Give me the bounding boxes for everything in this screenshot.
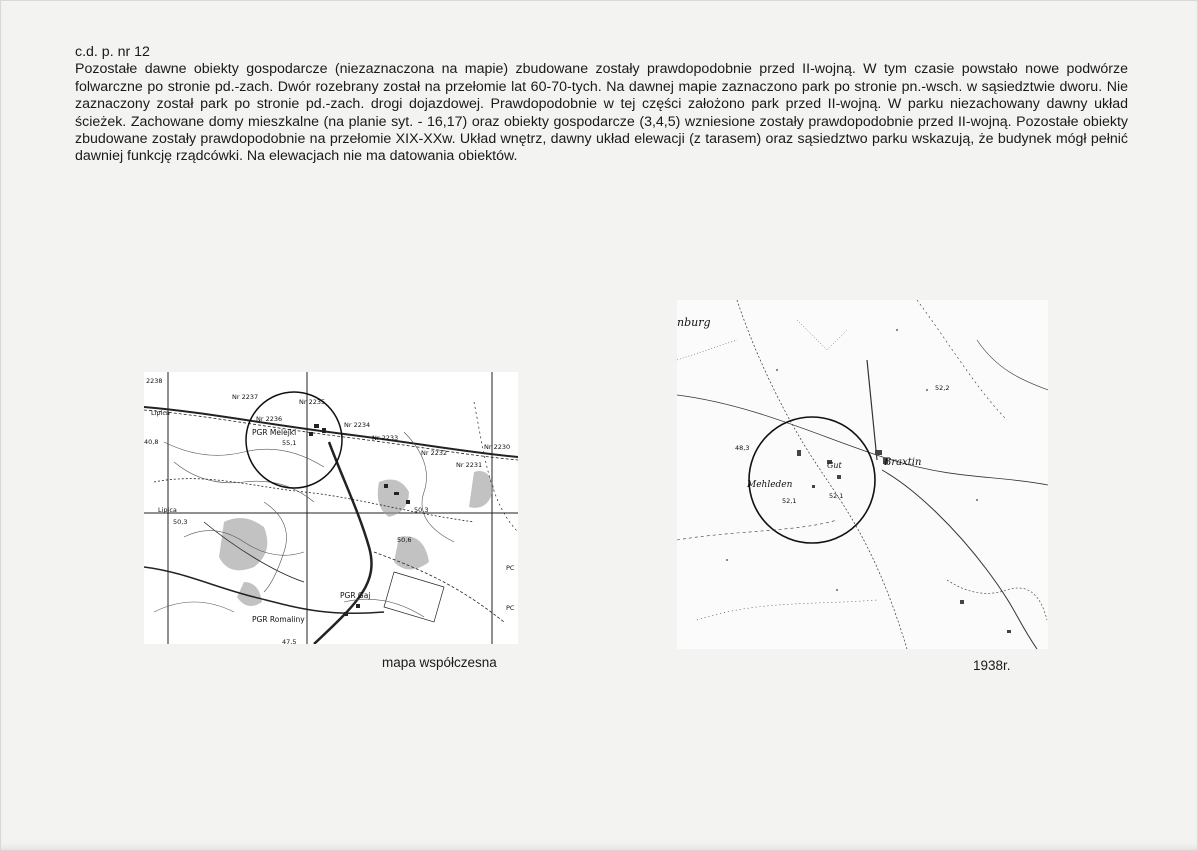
- modern-map-caption: mapa współczesna: [382, 655, 497, 670]
- historic-buildings: [797, 450, 1011, 633]
- map-label: 2238: [146, 377, 163, 385]
- map-label: 52,1: [829, 492, 844, 500]
- contour-lines: [154, 432, 454, 617]
- historic-map-drawing: [677, 300, 1048, 649]
- roads: [144, 402, 518, 644]
- historic-roads: [677, 300, 1048, 649]
- map-label: 52,1: [782, 497, 797, 505]
- historic-map-caption: 1938r.: [973, 658, 1011, 673]
- map-label: Nr 2234: [344, 421, 371, 429]
- map-label: 50,3: [414, 506, 429, 514]
- map-label: Nr 2235: [299, 398, 326, 406]
- map-label: Nr 2233: [372, 434, 399, 442]
- map-label: 50,3: [173, 518, 188, 526]
- map-label: Lipica: [151, 409, 170, 417]
- forest-areas: [219, 471, 494, 606]
- map-label: Nr 2236: [256, 415, 283, 423]
- modern-map-drawing: [144, 372, 518, 644]
- map-label: PC: [506, 604, 515, 612]
- map-label: Nr 2230: [484, 443, 511, 451]
- map-label: PGR Romaliny: [252, 615, 305, 624]
- map-label: nburg: [677, 316, 711, 329]
- map-label: Braxtin: [884, 457, 922, 468]
- map-label: Mehleden: [747, 480, 793, 490]
- map-label: Nr 2231: [456, 461, 483, 469]
- map-label: 52,2: [935, 384, 950, 392]
- map-label: 47,5: [282, 638, 297, 644]
- map-label: Lipica: [158, 506, 177, 514]
- document-text: [75, 44, 1128, 166]
- map-label: PC: [506, 564, 515, 572]
- map-label: 40,8: [144, 438, 159, 446]
- historic-map-1938: [677, 300, 1048, 649]
- map-label: PGR Gaj: [340, 591, 371, 600]
- map-label: Nr 2232: [421, 449, 448, 457]
- map-label: 55,1: [282, 439, 297, 447]
- map-label: Nr 2237: [232, 393, 259, 401]
- map-label: PGR Melejki: [252, 428, 297, 437]
- body-paragraph: Pozostałe dawne obiekty gospodarcze (niezaznaczona na mapie) zbudowane zostały prawdopodobnie przed II-wojną. W tym czasie powstało nowe podwórze folwarczne po stronie pd.-zach. Dwór rozebrany został na przełomie lat 60-70-tych. Na dawnej mapie zaznaczono park po stronie pn.-wsch. w sąsiedztwie dworu. Nie zaznaczony został park po stronie pd.-zach. drogi dojazdowej. Prawdopodobnie w tej części założono park przed II-wojną. W parku niezachowany dawny układ ścieżek. Zachowane domy mieszkalne (na planie syt. - 16,17) oraz obiekty gospodarcze (3,4,5) wzniesione zostały prawdopodobnie przed II-wojną. Pozostałe obiekty zbudowane zostały prawdopodobnie na przełomie XIX-XXw. Układ wnętrz, dawny układ elewacji (z tarasem) oraz sąsiedztwo parku wskazują, że budynek mógł pełnić dawniej funkcję rządcówki. Na elewacjach nie ma datowania obiektów.: [75, 61, 1128, 165]
- map-label: 50,6: [397, 536, 412, 544]
- page-heading: c.d. p. nr 12: [75, 44, 150, 60]
- map-label: 48,3: [735, 444, 750, 452]
- map-label: Gut: [827, 461, 842, 470]
- modern-map: [144, 372, 518, 644]
